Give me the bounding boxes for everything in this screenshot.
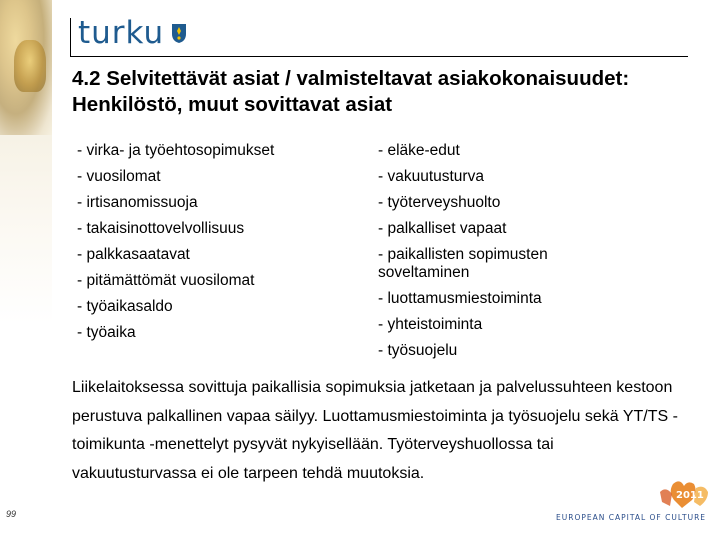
decorative-ornament — [14, 40, 46, 92]
left-item-list — [77, 138, 347, 346]
list-item: - irtisanomissuoja — [77, 194, 198, 211]
turku-logo — [78, 15, 188, 51]
slide-title: 4.2 Selvitettävät asiat / valmisteltavat asiakokonaisuudet: Henkilöstö, muut sovittavat asiat — [72, 67, 630, 116]
list-item: - eläke-edut — [378, 142, 460, 159]
header-vertical-rule — [70, 18, 71, 56]
list-item: - vuosilomat — [77, 168, 161, 185]
header-horizontal-rule — [70, 56, 688, 57]
list-item: - työaika — [77, 324, 136, 341]
ecoc-year: 2011 — [676, 490, 704, 501]
list-item: - vakuutusturva — [378, 168, 484, 185]
logo-text: turku — [78, 15, 165, 51]
coat-of-arms-icon — [170, 22, 188, 44]
list-item: - luottamusmiestoiminta — [378, 290, 542, 307]
list-item: - yhteistoiminta — [378, 316, 483, 333]
page-number: 99 — [6, 509, 17, 519]
body-paragraph: Liikelaitoksessa sovittuja paikallisia sopimuksia jatketaan ja palvelussuhteen kestoon perustuva palkallinen vapaa säilyy. Luottamusmiestoiminta ja työsuojelu sekä YT/TS -toimikunta -menettelyt pysyvät nykyisellään. Työterveyshuollossa tai vakuutusturvassa ei ole tarpeen tehdä muutoksia. — [72, 379, 678, 482]
list-item: - palkalliset vapaat — [378, 220, 507, 237]
list-item: - virka- ja työehtosopimukset — [77, 142, 275, 159]
list-item: - työaikasaldo — [77, 298, 173, 315]
right-item-list — [378, 138, 638, 364]
list-item: - paikallisten sopimusten soveltaminen — [378, 246, 548, 281]
ecoc-caption: EUROPEAN CAPITAL OF CULTURE — [556, 513, 707, 522]
list-item: - pitämättömät vuosilomat — [77, 272, 255, 289]
list-item: - työterveyshuolto — [378, 194, 501, 211]
list-item: - palkkasaatavat — [77, 246, 190, 263]
list-item: - työsuojelu — [378, 342, 458, 359]
decorative-photo-strip — [0, 0, 52, 540]
list-item: - takaisinottovelvollisuus — [77, 220, 245, 237]
